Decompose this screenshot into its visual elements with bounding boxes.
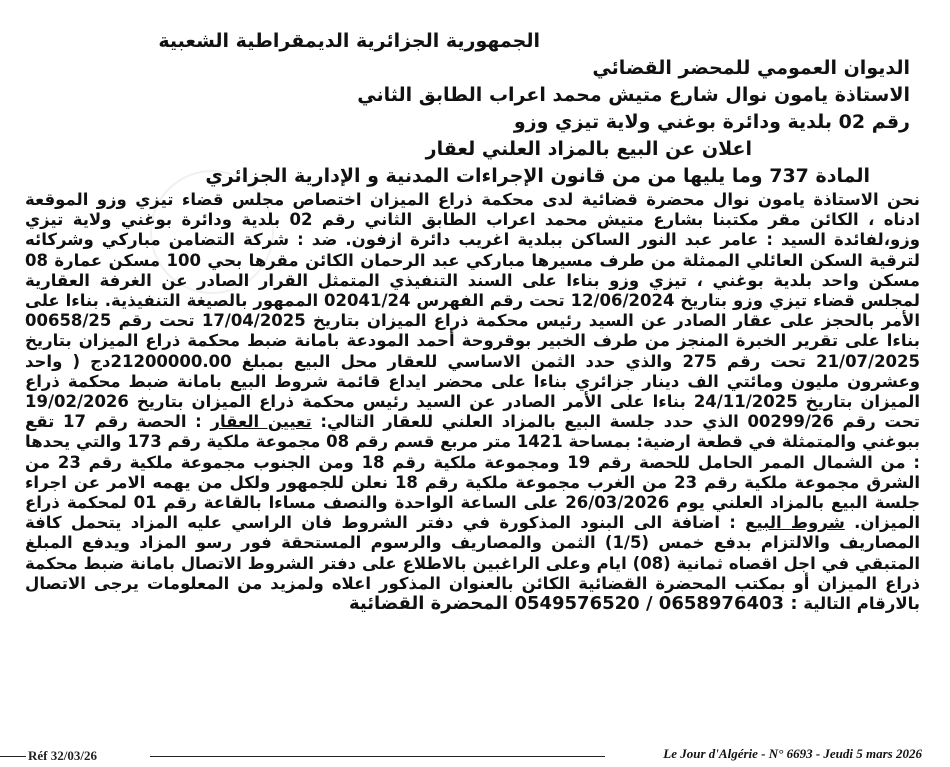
notice-header: [30, 28, 910, 190]
contact-phone-numbers: : 0658976403 / 0549576520 المحضرة القضائية: [348, 593, 798, 615]
header-legal-article: المادة 737 وما يليها من من قانون الإجراءات المدنية و الإدارية الجزائري: [205, 165, 870, 187]
header-republic-line: الجمهورية الجزائرية الديمقراطية الشعبية: [158, 30, 540, 52]
header-bailiff-address-line: الاستاذة يامون نوال شارع متيش محمد اعراب الطابق الثاني: [357, 84, 910, 106]
property-designation-label: تعيين العقار: [210, 412, 312, 432]
notice-body: [25, 190, 920, 614]
body-introduction-text: نحن الاستاذة يامون نوال محضرة قضائية لدى محكمة ذراع الميزان اختصاص مجلس قضاء تيزي وزو الموقعة ادناه ، الكائن مقر مكتبنا بشارع متيش محمد اعراب الطابق الثاني رقم 02 بلدية ودائرة بوغني ولاية تيزي وزو،لفائدة السيد : عامر عبد النور الساكن ببلدية اغريب دائرة ازفون. ضد : شركة التضامن مباركي وشركائه لترقية السكن العائلي الممثلة من طرف مسيرها مباركي عبد الرحمان الكائن مقرها بحي 100 مسكن عمارة 08 مسكن واحد بلدية بوغني ، تيزي وزو بناءا على السند التنفيذي المتمثل القرار الصادر عن الغرفة العقارية لمجلس قضاء تيزي وزو بتاريخ 12/06/2024 تحت رقم الفهرس 02041/24 الممهور بالصيغة التنفيذية. بناءا على الأمر بالحجز على عقار الصادر عن السيد رئيس محكمة ذراع الميزان بتاريخ 17/04/2025 تحت رقم 00658/25 بناءا على تقرير الخبرة المنجز من طرف الخبير بوقروحة أحمد المودعة بامانة ضبط محكمة ذراع الميزان بتاريخ 21/07/2025 تحت رقم 275 والذي حدد الثمن الاساسي للعقار محل البيع بمبلغ 21200000.00دج ( واحد وعشرون مليون ومائتي الف دينار جزائري بناءا على محضر ايداع قائمة شروط البيع بامانة ضبط محكمة ذراع الميزان بتاريخ 24/11/2025 بناءا على الأمر الصادر عن السيد رئيس محكمة ذراع الميزان بتاريخ 19/02/2026 تحت رقم 00299/26 الذي حدد جلسة البيع بالمزاد العلني للعقار التالي:: [25, 190, 920, 432]
property-description-text: : الحصة رقم 17 تقع ببوغني والمتمثلة في قطعة ارضية: بمساحة 1421 متر مربع قسم رقم 08 مجموعة ملكية رقم 173 والتي يحدها : من الشمال الممر الحامل للحصة رقم 19 ومجموعة ملكية رقم 18 ومن الجنوب مجموعة ملكية رقم 23 من الشرق مجموعة ملكية رقم 23 من الغرب مجموعة ملكية رقم 18 نعلن للجمهور ولكل من يهمه الامر عن اجراء جلسة البيع بالمزاد العلني يوم 26/03/2026 على الساعة الواحدة والنصف مساءا بالقاعة رقم 01 لمحكمة ذراع الميزان.: [25, 412, 920, 533]
newspaper-footer: [0, 746, 950, 767]
notice-paragraph: [25, 190, 920, 614]
header-municipality-line: رقم 02 بلدية ودائرة بوغني ولاية تيزي وزو: [513, 111, 910, 133]
header-announcement-title: اعلان عن البيع بالمزاد العلني لعقار: [425, 138, 752, 160]
sale-terms-text: : اضافة الى البنود المذكورة في دفتر الشروط فان الراسي عليه المزاد يتحمل كافة المصاريف والالتزام بدفع خمس (1/5) الثمن والمصاريف والرسوم المستحقة فور رسو المزاد ويدفع المبلغ المتبقي في اجل اقصاه ثمانية (08) ايام وعلى الراغبين بالاطلاع على دفتر الشروط الاتصال بامانة ضبط محكمة ذراع الميزان أو بمكتب المحضرة القضائية الكائن بالعنوان المذكور اعلاه ولمزيد من المعلومات يرجى الاتصال بالارقام التالية: [25, 513, 920, 614]
sale-terms-label: شروط البيع: [745, 513, 845, 533]
footer-reference: Réf 32/03/26: [28, 748, 97, 763]
footer-rule-middle: [150, 756, 605, 757]
header-office-line: الديوان العمومي للمحضر القضائي: [592, 57, 910, 79]
footer-rule-left: [0, 756, 26, 757]
footer-publication-info: Le Jour d'Algérie - N° 6693 - Jeudi 5 mars 2026: [663, 746, 922, 761]
